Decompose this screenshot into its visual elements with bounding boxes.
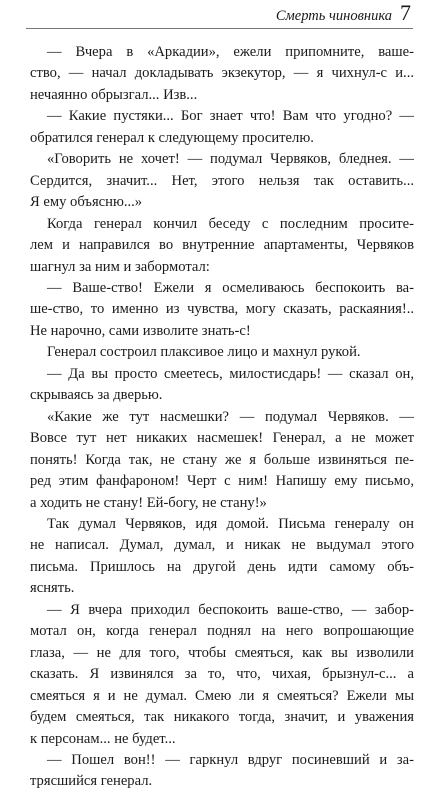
text-line: — Ваше-ство! Ежели я осмеливаюсь беспокоить ва- xyxy=(47,279,414,296)
text-line: скрываясь за дверью. xyxy=(30,387,163,404)
text-line: — Вчера в «Аркадии», ежели припомните, ваше- xyxy=(47,44,414,60)
text-line: Сердится, значит... Нет, этого нельзя так оставить... xyxy=(30,172,414,189)
paragraph xyxy=(30,514,414,600)
text-line: Вовсе тут нет никаких насмешек! Генерал, а не может xyxy=(30,430,414,447)
text-line: — Какие пустяки... Бог знает что! Вам что угодно? — xyxy=(47,108,414,125)
body-text xyxy=(30,42,414,793)
text-line: Я ему объясню...» xyxy=(30,194,143,211)
text-line: Генерал состроил плаксивое лицо и махнул рукой. xyxy=(47,344,361,361)
text-line: а ходить не стану! Ей-богу, не стану!» xyxy=(30,494,267,511)
paragraph xyxy=(30,106,414,149)
text-line: яснять. xyxy=(30,580,75,597)
text-line: сказать. Я извинялся за то, что, чихая, брызнул-с... а xyxy=(30,666,414,683)
text-line: лем и направился во внутренние апартаменты, Червяков xyxy=(30,237,414,254)
paragraph xyxy=(30,600,414,750)
paragraph xyxy=(30,214,414,278)
text-line: Так думал Червяков, идя домой. Письма генералу он xyxy=(47,515,414,532)
paragraph xyxy=(30,750,414,793)
text-line: глаза, — не для того, чтобы смеяться, как вы изволили xyxy=(30,644,414,661)
paragraph xyxy=(30,149,414,213)
text-line: понять! Когда так, не стану же я больше извиняться пе- xyxy=(30,451,414,468)
text-line: не написал. Думал, думал, и никак не выдумал этого xyxy=(30,537,414,554)
text-line: обратился генерал к следующему просителю. xyxy=(30,129,314,146)
text-line: трясшийся генерал. xyxy=(30,773,153,790)
page-number: 7 xyxy=(400,0,411,25)
text-line: нечаянно обрызгал... Изв... xyxy=(30,86,198,103)
text-line: — Я вчера приходил беспокоить ваше-ство, — забор- xyxy=(47,601,414,618)
text-line: смеяться я и не думал. Смею ли я смеяться? Ежели мы xyxy=(30,687,414,704)
running-head xyxy=(276,2,411,25)
text-line: письма. Пришлось на другой день идти самому объ- xyxy=(30,558,414,575)
paragraph xyxy=(30,342,414,363)
text-line: мотал он, когда генерал поднял на него вопрошающие xyxy=(30,623,414,640)
text-line: Не нарочно, сами изволите знать-с! xyxy=(30,322,251,339)
paragraph xyxy=(30,278,414,342)
header-rule xyxy=(26,28,413,29)
text-line: — Да вы просто смеетесь, милостисдарь! — сказал он, xyxy=(47,365,414,382)
paragraph xyxy=(30,42,414,106)
paragraph xyxy=(30,364,414,407)
text-line: шагнул за ним и забормотал: xyxy=(30,258,210,275)
text-line: «Говорить не хочет! — подумал Червяков, бледнея. — xyxy=(47,151,414,168)
paragraph xyxy=(30,407,414,514)
text-line: «Какие же тут насмешки? — подумал Червяков. — xyxy=(47,408,414,425)
text-line: ство, — начал докладывать экзекутор, — я чихнул-с и... xyxy=(30,65,414,82)
text-line: к персонам... не будет... xyxy=(30,730,176,747)
text-line: ред этим фанфароном! Черт с ним! Напишу ему письмо, xyxy=(30,473,414,490)
text-line: Когда генерал кончил беседу с последним просите- xyxy=(47,215,414,232)
text-line: ше-ство, то именно из чувства, могу сказать, раскаяния!.. xyxy=(30,301,414,318)
text-line: — Пошел вон!! — гаркнул вдруг посиневший и за- xyxy=(47,751,414,768)
text-line: будем смеяться, так никакого тогда, значит, и уважения xyxy=(30,709,414,726)
running-title: Смерть чиновника xyxy=(275,8,392,24)
